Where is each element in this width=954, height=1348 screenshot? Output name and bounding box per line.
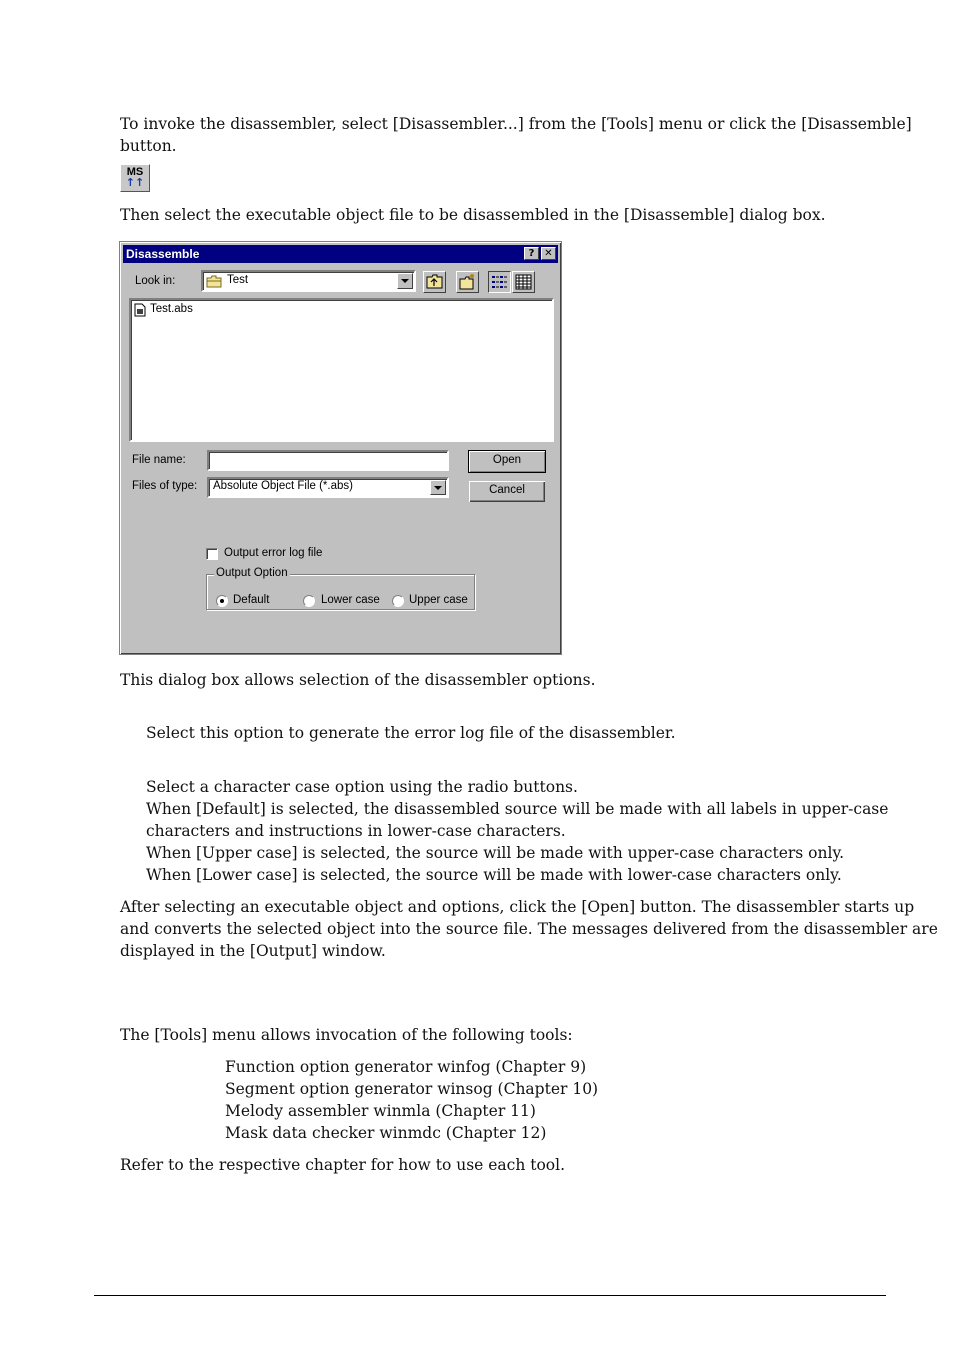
- up-one-level-button[interactable]: [423, 271, 446, 293]
- error-log-label: Output error log file: [224, 547, 323, 559]
- disassemble-dialog: [119, 241, 562, 655]
- up-folder-icon: [425, 273, 444, 291]
- case-line-3: characters and instructions in lower-case characters.: [146, 822, 566, 840]
- case-line-5: When [Lower case] is selected, the source will be made with lower-case characters only.: [146, 866, 842, 884]
- error-log-checkbox[interactable]: [206, 548, 218, 560]
- output-option-legend: Output Option: [216, 567, 288, 579]
- dialog-title: Disassemble: [126, 247, 200, 261]
- ms-icon-label: MS: [126, 166, 144, 178]
- after-line-1: After selecting an executable object and options, click the [Open] button. The disassembler starts up: [120, 898, 915, 916]
- look-in-select[interactable]: [201, 270, 416, 292]
- radio-upper-case[interactable]: [392, 595, 404, 607]
- help-button[interactable]: ?: [524, 247, 539, 260]
- select-file-text: Then select the executable object file to be disassembled in the [Disassemble] dialog box.: [120, 206, 826, 224]
- after-line-2: and converts the selected object into the source file. The messages delivered from the disassembler are: [120, 920, 938, 938]
- radio-lower-case[interactable]: [303, 595, 315, 607]
- chevron-down-icon[interactable]: [430, 480, 446, 495]
- case-line-4: When [Upper case] is selected, the source will be made with upper-case characters only.: [146, 844, 845, 862]
- list-view-icon: [490, 273, 509, 291]
- tool-item: Function option generator winfog (Chapter 9): [225, 1058, 587, 1076]
- file-name-input[interactable]: [207, 450, 449, 471]
- files-of-type-value: Absolute Object File (*.abs): [213, 480, 353, 492]
- new-folder-icon: [458, 273, 477, 291]
- file-list[interactable]: [129, 298, 554, 442]
- case-line-1: Select a character case option using the radio buttons.: [146, 778, 578, 796]
- details-view-button[interactable]: [512, 271, 535, 293]
- look-in-value: Test: [227, 274, 249, 286]
- tool-item: Mask data checker winmdc (Chapter 12): [225, 1124, 547, 1142]
- open-button[interactable]: Open: [468, 450, 546, 473]
- close-button[interactable]: ✕: [541, 247, 556, 260]
- radio-upper-case-label: Upper case: [409, 594, 468, 606]
- files-of-type-label: Files of type:: [132, 480, 198, 492]
- case-line-2: When [Default] is selected, the disassembled source will be made with all labels in upper-case: [146, 800, 889, 818]
- file-name-label: File name:: [132, 454, 186, 466]
- folder-icon: [206, 275, 222, 288]
- up-arrows-icon: ↑↑: [125, 176, 145, 189]
- radio-default[interactable]: [216, 595, 228, 607]
- radio-lower-case-label: Lower case: [321, 594, 380, 606]
- tool-item: Melody assembler winmla (Chapter 11): [225, 1102, 536, 1120]
- intro-line-1: To invoke the disassembler, select [Disassembler...] from the [Tools] menu or click the [Disassemble]: [120, 115, 912, 133]
- intro-line-2: button.: [120, 137, 177, 155]
- footer-rule: [94, 1295, 886, 1296]
- error-log-description: Select this option to generate the error log file of the disassembler.: [146, 724, 676, 742]
- after-line-3: displayed in the [Output] window.: [120, 942, 386, 960]
- chevron-down-icon[interactable]: [397, 273, 413, 289]
- file-icon: [133, 303, 147, 317]
- create-new-folder-button[interactable]: [456, 271, 479, 293]
- tools-intro: The [Tools] menu allows invocation of the following tools:: [120, 1026, 573, 1044]
- look-in-label: Look in:: [135, 275, 176, 287]
- tool-item: Segment option generator winsog (Chapter 10): [225, 1080, 599, 1098]
- dialog-description: This dialog box allows selection of the disassembler options.: [120, 671, 596, 689]
- radio-default-label: Default: [233, 594, 270, 606]
- details-view-icon: [514, 273, 533, 291]
- output-option-group: [206, 567, 475, 610]
- list-view-button[interactable]: [488, 271, 511, 293]
- files-of-type-select[interactable]: [207, 477, 449, 498]
- file-name-text: Test.abs: [150, 303, 193, 315]
- cancel-button[interactable]: Cancel: [468, 480, 546, 503]
- disassemble-toolbar-button[interactable]: [120, 164, 150, 192]
- dialog-titlebar: [123, 245, 558, 263]
- refer-text: Refer to the respective chapter for how to use each tool.: [120, 1156, 566, 1174]
